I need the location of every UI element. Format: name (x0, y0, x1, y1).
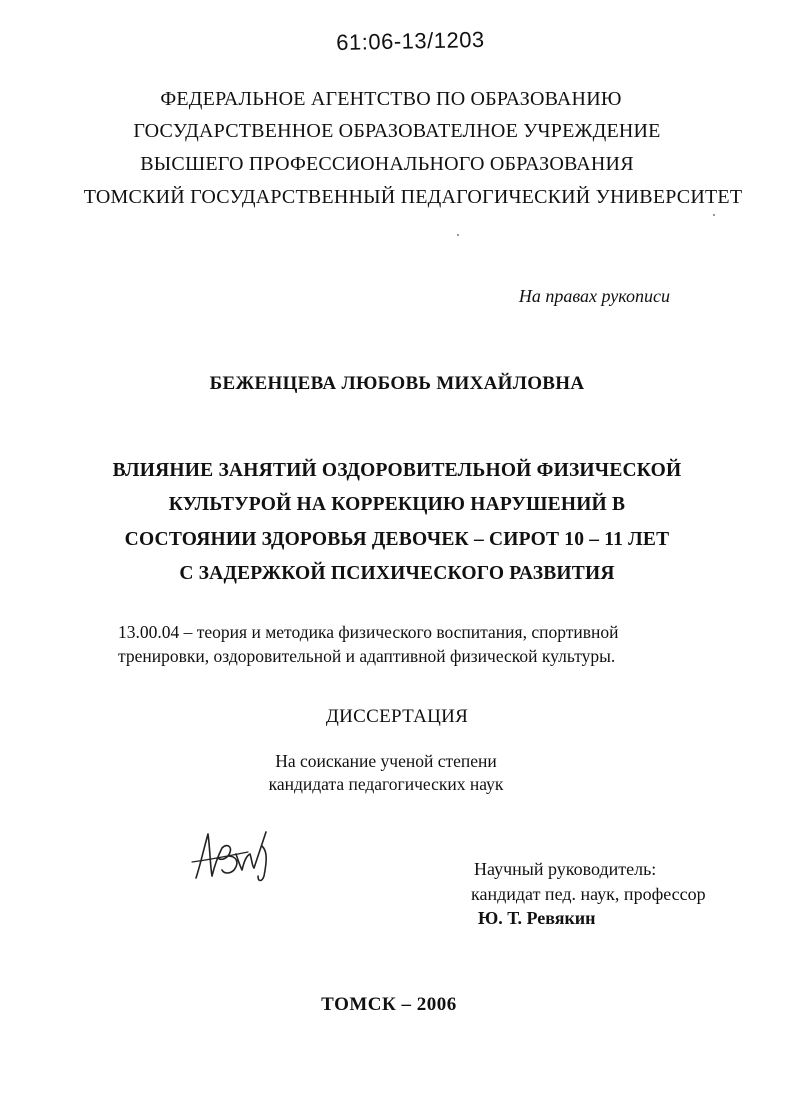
specialty: 13.00.04 – теория и методика физического воспитания, спортивной тренировки, оздоровительной и адаптивной физической культуры. (118, 622, 619, 666)
supervisor-credentials: кандидат пед. наук, профессор (471, 884, 706, 904)
title-line-4: С ЗАДЕРЖКОЙ ПСИХИЧЕСКОГО РАЗВИТИЯ (179, 563, 615, 584)
degree-line-1: На соискание ученой степени (275, 751, 497, 771)
signature-icon (188, 826, 272, 886)
scan-speck (713, 214, 715, 216)
title-line-3: СОСТОЯНИИ ЗДОРОВЬЯ ДЕВОЧЕК – СИРОТ 10 – 11 ЛЕТ (124, 529, 670, 550)
document-type: ДИССЕРТАЦИЯ (325, 706, 469, 727)
scan-speck (457, 234, 459, 236)
organization-line-1: ФЕДЕРАЛЬНОЕ АГЕНТСТВО ПО ОБРАЗОВАНИЮ (160, 88, 622, 110)
organization-line-4: ТОМСКИЙ ГОСУДАРСТВЕННЫЙ ПЕДАГОГИЧЕСКИЙ УНИВЕРСИТЕТ (83, 186, 743, 208)
organization-line-3: ВЫСШЕГО ПРОФЕССИОНАЛЬНОГО ОБРАЗОВАНИЯ (140, 153, 634, 175)
supervisor-name: Ю. Т. Ревякин (478, 908, 596, 928)
title-line-2: КУЛЬТУРОЙ НА КОРРЕКЦИЮ НАРУШЕНИЙ В (168, 494, 626, 515)
manuscript-rights: На правах рукописи (518, 286, 670, 306)
city-year: ТОМСК – 2006 (321, 994, 457, 1015)
supervisor-label: Научный руководитель: (474, 859, 657, 879)
author-name: БЕЖЕНЦЕВА ЛЮБОВЬ МИХАЙЛОВНА (209, 373, 585, 394)
catalog-number: 61:06-13/1203 (336, 26, 485, 55)
organization-line-2: ГОСУДАРСТВЕННОЕ ОБРАЗОВАТЕЛНОЕ УЧРЕЖДЕНИЕ (133, 120, 661, 142)
degree-line-2: кандидата педагогических наук (268, 774, 504, 794)
title-line-1: ВЛИЯНИЕ ЗАНЯТИЙ ОЗДОРОВИТЕЛЬНОЙ ФИЗИЧЕСКОЙ (112, 460, 682, 481)
